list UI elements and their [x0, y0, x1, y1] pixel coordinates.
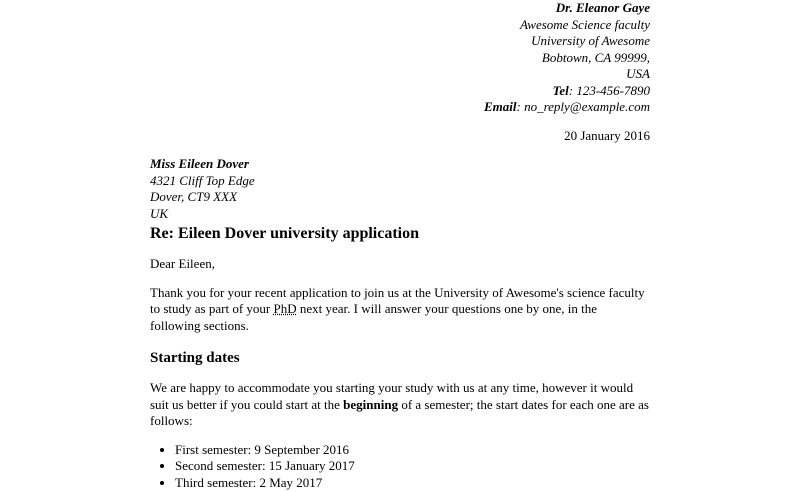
tel-value: : 123-456-7890 [569, 83, 650, 98]
starting-dates-heading: Starting dates [150, 348, 650, 368]
letter-subject: Re: Eileen Dover university application [150, 224, 650, 244]
intro-paragraph [150, 285, 650, 335]
semester-dates-list [150, 442, 650, 491]
sender-faculty: Awesome Science faculty [150, 17, 650, 34]
sender-city: Bobtown, CA 99999, [150, 50, 650, 67]
list-item: • First semester: 9 September 2016 [175, 442, 650, 459]
email-value: : no_reply@example.com [517, 99, 651, 114]
beginning-emphasis: beginning [343, 397, 398, 412]
recipient-name: Miss Eileen Dover [150, 156, 650, 173]
recipient-country: UK [150, 206, 650, 223]
greeting: Dear Eileen, [150, 256, 650, 273]
recipient-city: Dover, CT9 XXX [150, 189, 650, 206]
starting-dates-text-before: We are happy to accommodate you starting your study with us at any time, however it would suit us better if you could start at the [150, 380, 633, 412]
email-label: Email [484, 99, 517, 114]
sender-tel [150, 83, 650, 100]
list-item: • Second semester: 15 January 2017 [175, 458, 650, 475]
list-item: • Third semester: 2 May 2017 [175, 475, 650, 491]
starting-dates-text-after: of a semester; the start dates for each one are as follows: [150, 397, 649, 429]
starting-dates-paragraph [150, 380, 650, 430]
sender-email [150, 99, 650, 116]
sender-country: USA [150, 66, 650, 83]
intro-text-before: Thank you for your recent application to join us at the University of Awesome's science faculty to study as part of your [150, 285, 645, 317]
letter-page [150, 0, 650, 491]
sender-address [150, 0, 650, 116]
sender-name: Dr. Eleanor Gaye [150, 0, 650, 17]
intro-text-after: next year. I will answer your questions one by one, in the following sections. [150, 301, 597, 333]
recipient-address [150, 156, 650, 222]
sender-university: University of Awesome [150, 33, 650, 50]
phd-abbreviation[interactable]: PhD [273, 301, 296, 316]
recipient-street: 4321 Cliff Top Edge [150, 173, 650, 190]
tel-label: Tel [553, 83, 569, 98]
letter-date: 20 January 2016 [150, 128, 650, 145]
